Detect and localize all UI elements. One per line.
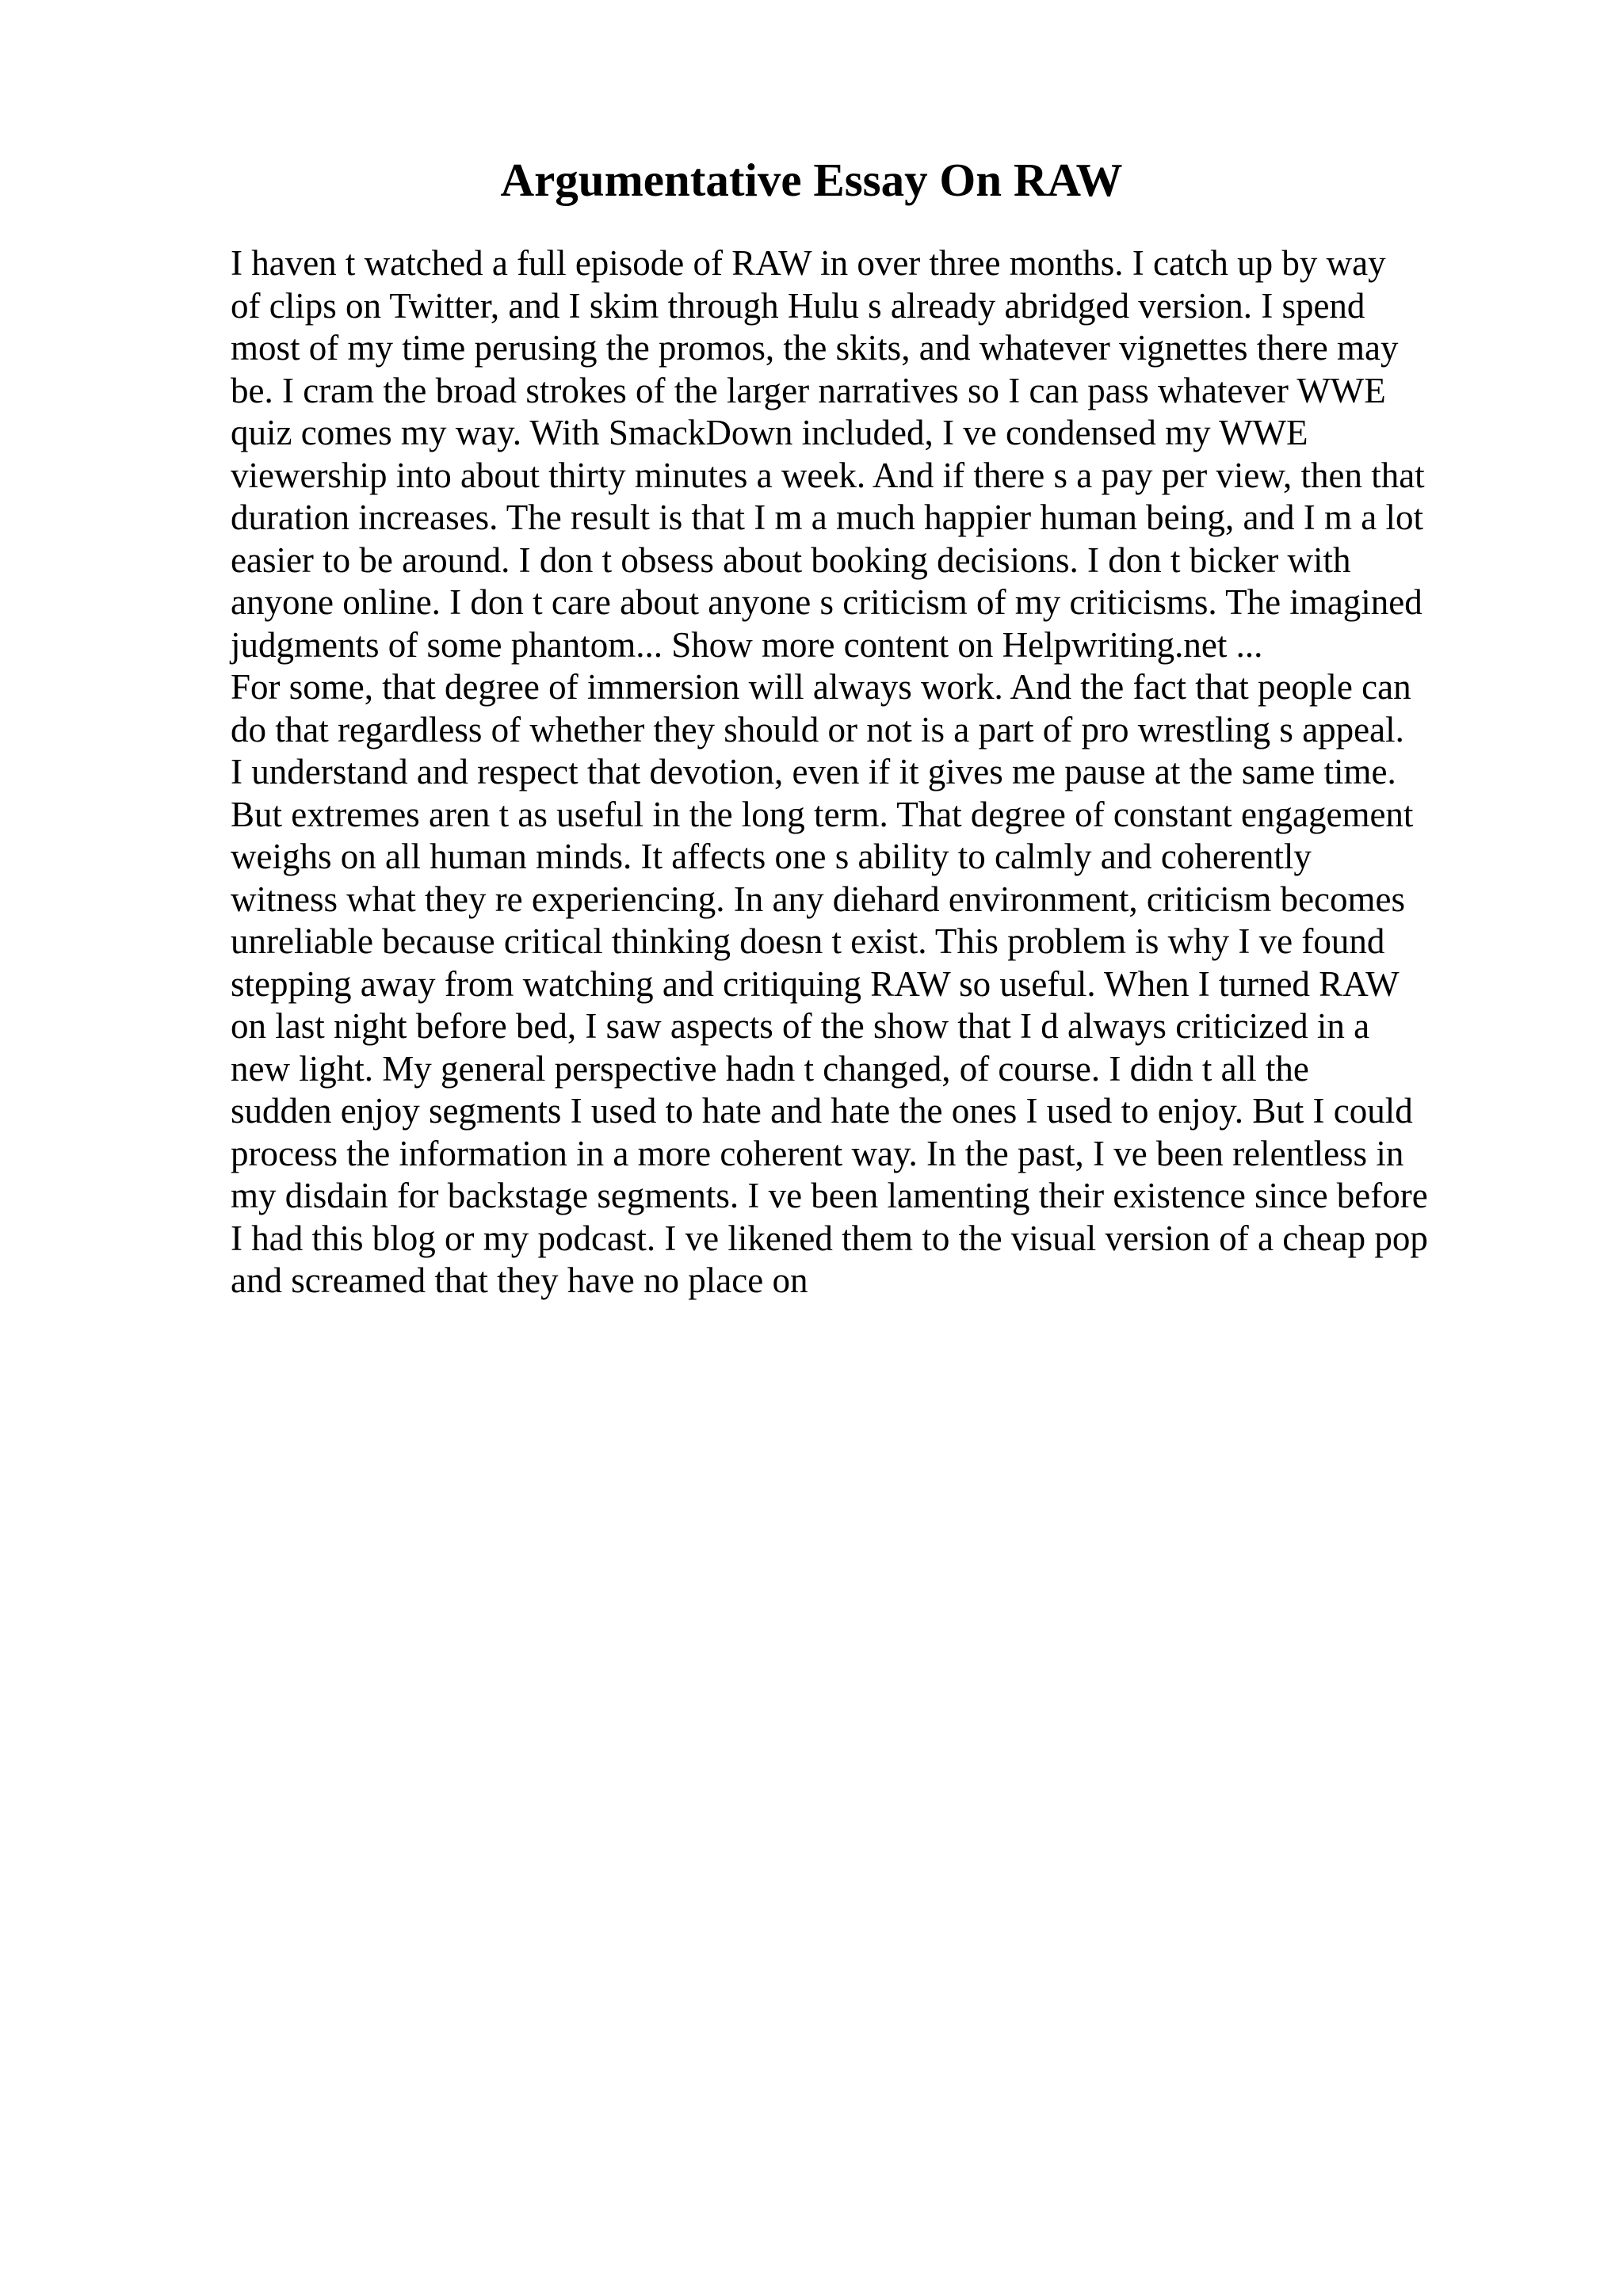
essay-line: duration increases. The result is that I m a much happier human being, and I m a lot xyxy=(231,498,1423,537)
essay-line: judgments of some phantom... Show more content on Helpwriting.net ... xyxy=(231,624,1263,665)
essay-line: and screamed that they have no place on xyxy=(231,1261,808,1300)
essay-line: quiz comes my way. With SmackDown included, I ve condensed my WWE xyxy=(231,413,1308,452)
essay-line: anyone online. I don t care about anyone s criticism of my criticisms. The imagined xyxy=(231,582,1423,622)
essay-line: new light. My general perspective hadn t changed, of course. I didn t all the xyxy=(231,1048,1309,1089)
essay-line: process the information in a more coherent way. In the past, I ve been relentless in xyxy=(231,1133,1404,1173)
essay-line: For some, that degree of immersion will always work. And the fact that people can xyxy=(231,667,1411,707)
essay-line: most of my time perusing the promos, the skits, and whatever vignettes there may xyxy=(231,328,1399,368)
essay-line: be. I cram the broad strokes of the larger narratives so I can pass whatever WWE xyxy=(231,370,1386,410)
essay-line: But extremes aren t as useful in the long term. That degree of constant engagement xyxy=(231,794,1414,834)
essay-line: I had this blog or my podcast. I ve likened them to the visual version of a cheap pop xyxy=(231,1218,1428,1258)
essay-line: do that regardless of whether they should or not is a part of pro wrestling s appeal. xyxy=(231,709,1404,749)
essay-line: stepping away from watching and critiquing RAW so useful. When I turned RAW xyxy=(231,963,1400,1004)
essay-line: on last night before bed, I saw aspects of the show that I d always criticized in a xyxy=(231,1006,1370,1046)
essay-line: viewership into about thirty minutes a week. And if there s a pay per view, then that xyxy=(231,455,1425,495)
document-title: Argumentative Essay On RAW xyxy=(500,154,1123,206)
essay-line: unreliable because critical thinking doesn t exist. This problem is why I ve found xyxy=(231,921,1385,961)
essay-body xyxy=(231,242,1483,1302)
essay-line: witness what they re experiencing. In any diehard environment, criticism becomes xyxy=(231,879,1406,919)
essay-line: sudden enjoy segments I used to hate and hate the ones I used to enjoy. But I could xyxy=(231,1091,1413,1131)
essay-line: my disdain for backstage segments. I ve been lamenting their existence since before xyxy=(231,1176,1428,1215)
essay-line: easier to be around. I don t obsess about booking decisions. I don t bicker with xyxy=(231,540,1351,580)
essay-line: I haven t watched a full episode of RAW in over three months. I catch up by way xyxy=(231,243,1386,283)
essay-line: of clips on Twitter, and I skim through Hulu s already abridged version. I spend xyxy=(231,285,1365,326)
essay-line: I understand and respect that devotion, even if it gives me pause at the same time. xyxy=(231,752,1396,791)
essay-line: weighs on all human minds. It affects one s ability to calmly and coherently xyxy=(231,837,1312,876)
